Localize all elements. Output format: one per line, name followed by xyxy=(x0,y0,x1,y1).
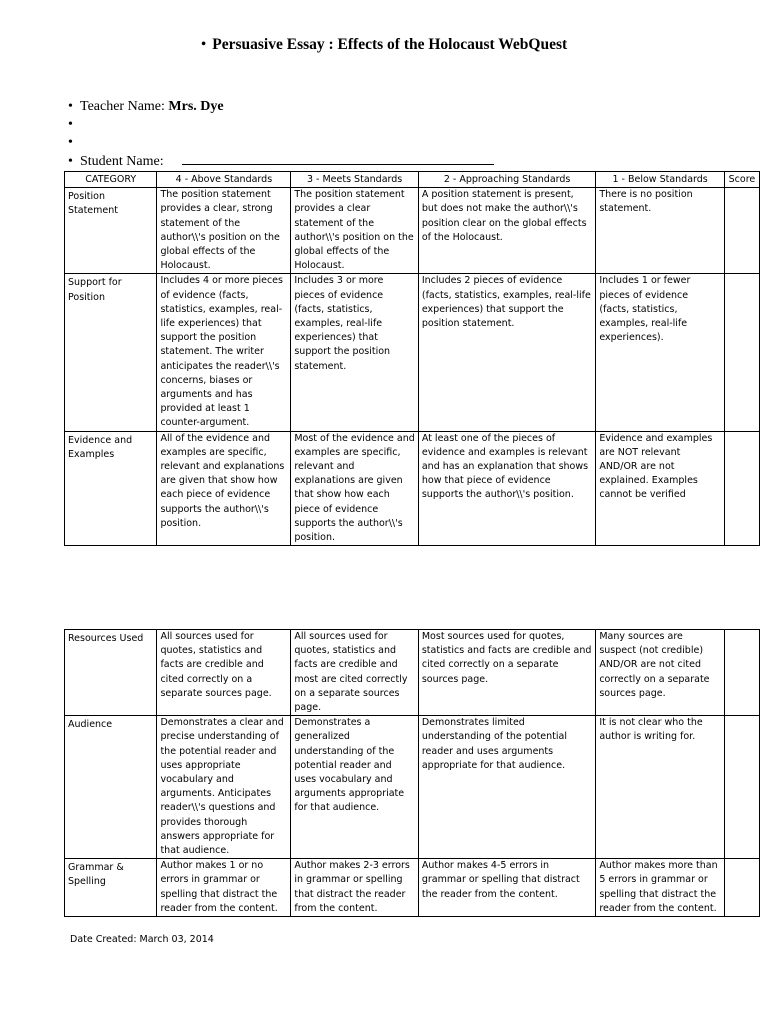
info-block xyxy=(68,98,494,170)
cell-approaching-standards: Includes 2 pieces of evidence (facts, statistics, examples, real-life experiences) that support the position statement. xyxy=(418,274,595,431)
blank-line-2 xyxy=(68,134,494,152)
row-category: Evidence and Examples xyxy=(65,431,157,546)
rubric-table-part-2 xyxy=(64,629,760,917)
cell-score[interactable] xyxy=(724,274,759,431)
cell-above-standards: All sources used for quotes, statistics and facts are credible and cited correctly on a separate sources page. xyxy=(157,630,291,716)
row-category: Position Statement xyxy=(65,188,157,274)
cell-below-standards: It is not clear who the author is writing for. xyxy=(596,716,725,859)
cell-approaching-standards: A position statement is present, but does not make the author\\'s position clear on the global effects of the Holocaust. xyxy=(418,188,595,274)
cell-above-standards: Author makes 1 or no errors in grammar or spelling that distract the reader from the content. xyxy=(157,859,291,917)
cell-meets-standards: Includes 3 or more pieces of evidence (facts, statistics, examples, real-life experiences) that support the position statement. xyxy=(291,274,419,431)
header-category: CATEGORY xyxy=(65,172,157,188)
header-meets-standards: 3 - Meets Standards xyxy=(291,172,419,188)
student-line xyxy=(68,152,494,170)
table-row xyxy=(65,716,760,859)
row-category: Support for Position xyxy=(65,274,157,431)
student-label: Student Name: xyxy=(80,154,164,169)
cell-above-standards: The position statement provides a clear, strong statement of the author\\'s position on the global effects of the Holocaust. xyxy=(157,188,291,274)
table-row xyxy=(65,188,760,274)
cell-above-standards: Demonstrates a clear and precise understanding of the potential reader and uses appropriate vocabulary and arguments. Anticipates reader\\'s questions and provides thorough answers appropriate for that audience. xyxy=(157,716,291,859)
row-category: Grammar & Spelling xyxy=(65,859,157,917)
teacher-line xyxy=(68,98,494,116)
header-below-standards: 1 - Below Standards xyxy=(596,172,725,188)
bullet: • xyxy=(68,117,73,132)
cell-below-standards: Many sources are suspect (not credible) AND/OR are not cited correctly on a separate sources page. xyxy=(596,630,725,716)
title-text: Persuasive Essay : Effects of the Holocaust WebQuest xyxy=(212,36,568,53)
row-category: Audience xyxy=(65,716,157,859)
cell-meets-standards: All sources used for quotes, statistics and facts are credible and most are cited correctly on a separate sources page. xyxy=(291,630,419,716)
table-row xyxy=(65,859,760,917)
cell-score[interactable] xyxy=(724,431,759,546)
cell-meets-standards: Most of the evidence and examples are specific, relevant and explanations are given that show how each piece of evidence supports the author\\'s position. xyxy=(291,431,419,546)
row-category: Resources Used xyxy=(65,630,157,716)
header-above-standards: 4 - Above Standards xyxy=(157,172,291,188)
header-row xyxy=(65,172,760,188)
cell-approaching-standards: At least one of the pieces of evidence and examples is relevant and has an explanation that shows how that piece of evidence supports the author\\'s position. xyxy=(418,431,595,546)
bullet: • xyxy=(68,154,73,169)
cell-below-standards: There is no position statement. xyxy=(596,188,725,274)
cell-above-standards: Includes 4 or more pieces of evidence (facts, statistics, examples, real-life experiences) that support the position statement. The writer anticipates the reader\\'s concerns, biases or arguments and has provided at least 1 counter-argument. xyxy=(157,274,291,431)
date-created: Date Created: March 03, 2014 xyxy=(70,934,214,945)
header-score: Score xyxy=(724,172,759,188)
cell-below-standards: Includes 1 or fewer pieces of evidence (facts, statistics, examples, real-life experiences). xyxy=(596,274,725,431)
title-bullet: • xyxy=(200,36,207,53)
cell-meets-standards: Author makes 2-3 errors in grammar or spelling that distract the reader from the content. xyxy=(291,859,419,917)
student-name-blank[interactable] xyxy=(182,152,494,165)
cell-meets-standards: Demonstrates a generalized understanding of the potential reader and uses vocabulary and arguments appropriate for that audience. xyxy=(291,716,419,859)
cell-below-standards: Evidence and examples are NOT relevant AND/OR are not explained. Examples cannot be verified xyxy=(596,431,725,546)
cell-score[interactable] xyxy=(724,630,759,716)
table-row xyxy=(65,431,760,546)
teacher-name: Mrs. Dye xyxy=(168,99,224,114)
cell-approaching-standards: Demonstrates limited understanding of the potential reader and uses arguments appropriate for that audience. xyxy=(418,716,595,859)
cell-score[interactable] xyxy=(724,188,759,274)
table-row xyxy=(65,274,760,431)
cell-above-standards: All of the evidence and examples are specific, relevant and explanations are given that show how each piece of evidence supports the author\\'s position. xyxy=(157,431,291,546)
rubric-table-part-1 xyxy=(64,171,760,546)
bullet: • xyxy=(68,99,73,114)
cell-below-standards: Author makes more than 5 errors in grammar or spelling that distract the reader from the content. xyxy=(596,859,725,917)
bullet: • xyxy=(68,135,73,150)
teacher-label: Teacher Name: xyxy=(80,99,165,114)
cell-score[interactable] xyxy=(724,716,759,859)
cell-approaching-standards: Author makes 4-5 errors in grammar or spelling that distract the reader from the content. xyxy=(418,859,595,917)
table-row xyxy=(65,630,760,716)
document-title xyxy=(0,36,768,54)
cell-meets-standards: The position statement provides a clear statement of the author\\'s position on the global effects of the Holocaust. xyxy=(291,188,419,274)
cell-approaching-standards: Most sources used for quotes, statistics and facts are credible and cited correctly on a separate sources page. xyxy=(418,630,595,716)
blank-line-1 xyxy=(68,116,494,134)
cell-score[interactable] xyxy=(724,859,759,917)
header-approaching-standards: 2 - Approaching Standards xyxy=(418,172,595,188)
